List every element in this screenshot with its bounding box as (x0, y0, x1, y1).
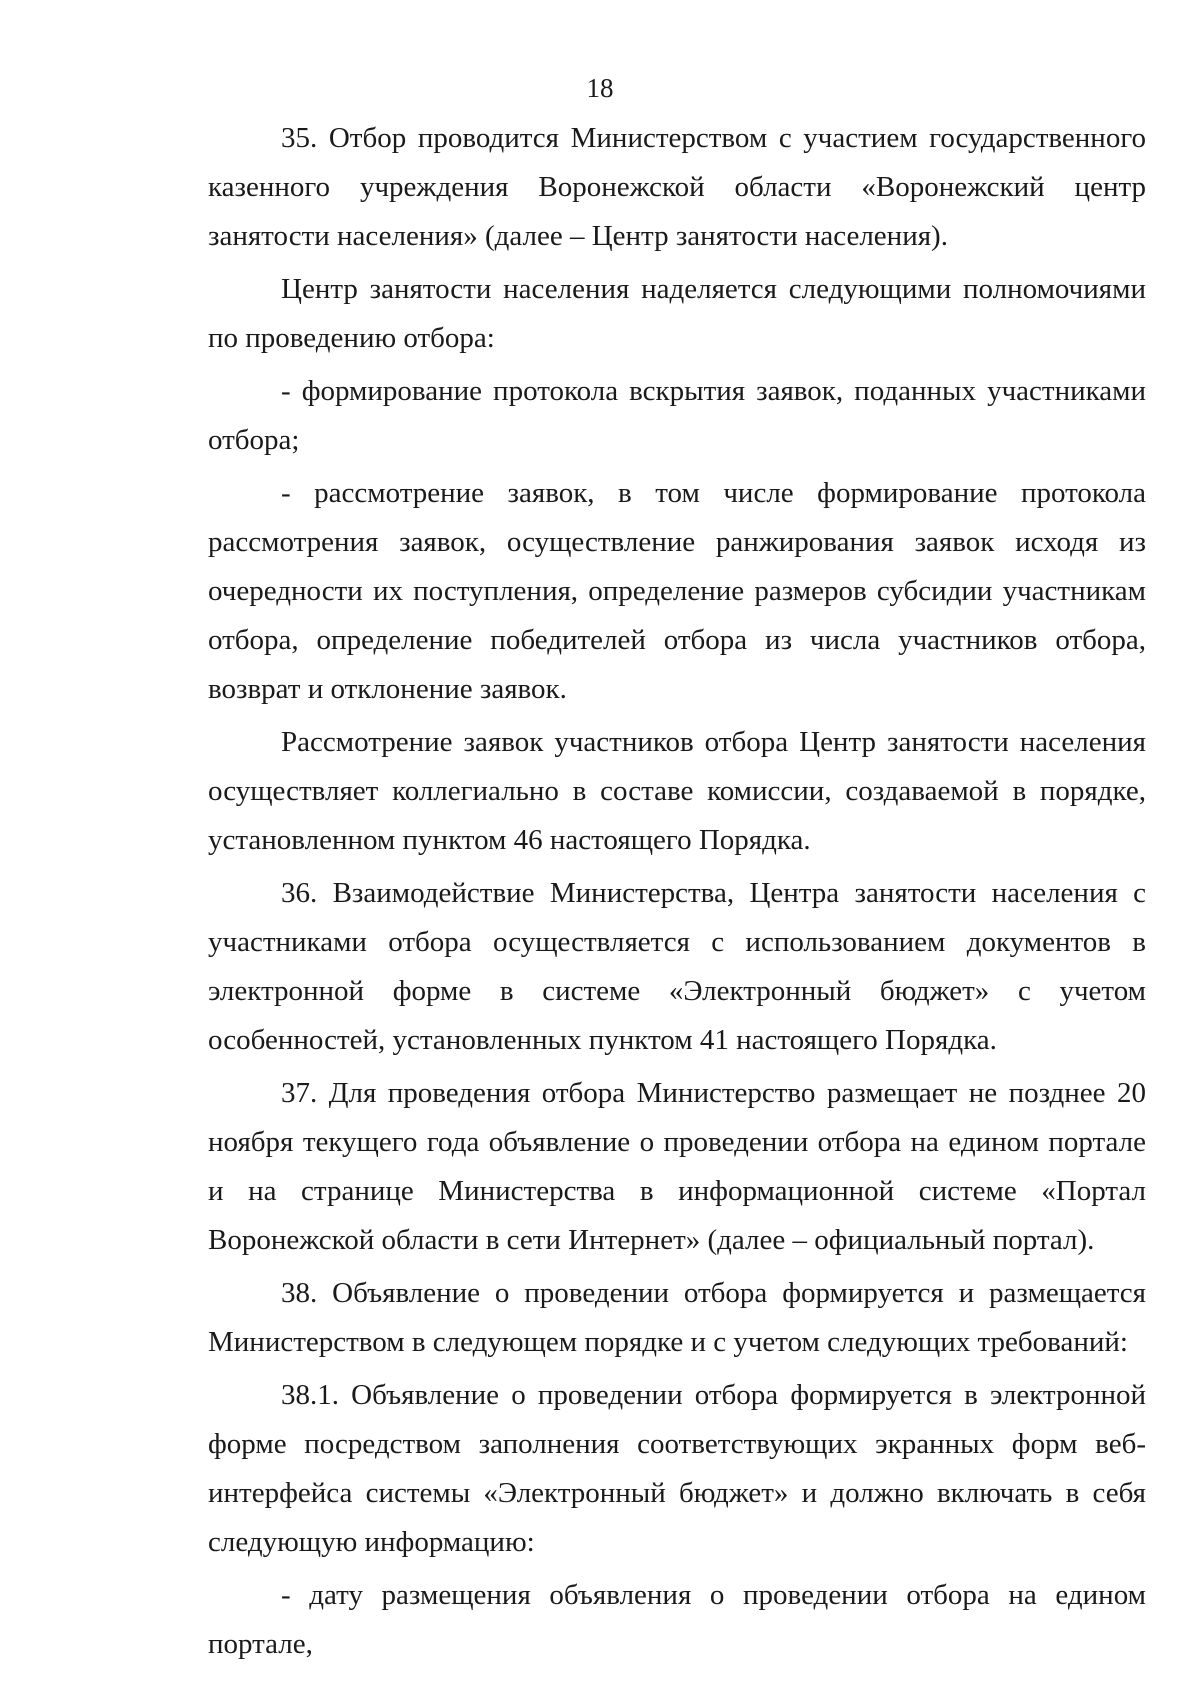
paragraph-36: 36. Взаимодействие Министерства, Центра занятости населения с участниками отбора осуществляется с использованием документов в электронной форме в системе «Электронный бюджет» с учетом особенностей, установленных пунктом 41 настоящего Порядка. (208, 877, 1146, 1056)
paragraph-38-1: 38.1. Объявление о проведении отбора формируется в электронной форме посредством заполнения соответствующих экранных форм веб-интерфейса системы «Электронный бюджет» и должно включать в себя следующую информацию: (208, 1379, 1146, 1558)
list-item-review-applications: - рассмотрение заявок, в том числе формирование протокола рассмотрения заявок, осуществление ранжирования заявок исходя из очередности их поступления, определение размеров субсидии участникам отбора, определение победителей отбора из числа участников отбора, возврат и отклонение заявок. (208, 477, 1146, 705)
list-item-opening-protocol: - формирование протокола вскрытия заявок, поданных участниками отбора; (208, 375, 1146, 456)
paragraph-35: 35. Отбор проводится Министерством с участием государственного казенного учреждения Воронежской области «Воронежский центр занятости населения» (далее – Центр занятости населения). (208, 122, 1146, 252)
document-body (208, 114, 1146, 1673)
paragraph-37: 37. Для проведения отбора Министерство размещает не позднее 20 ноября текущего года объявление о проведении отбора на едином портале и на странице Министерства в информационной системе «Портал Воронежской области в сети Интернет» (далее – официальный портал). (208, 1077, 1146, 1256)
paragraph-employment-center-powers: Центр занятости населения наделяется следующими полномочиями по проведению отбора: (208, 273, 1146, 354)
paragraph-38: 38. Объявление о проведении отбора формируется и размещается Министерством в следующем порядке и с учетом следующих требований: (208, 1277, 1146, 1358)
list-item-announcement-date: - дату размещения объявления о проведении отбора на едином портале, (208, 1579, 1146, 1660)
page-number: 18 (586, 73, 614, 103)
paragraph-commission-review: Рассмотрение заявок участников отбора Центр занятости населения осуществляет коллегиально в составе комиссии, создаваемой в порядке, установленном пунктом 46 настоящего Порядка. (208, 726, 1146, 856)
